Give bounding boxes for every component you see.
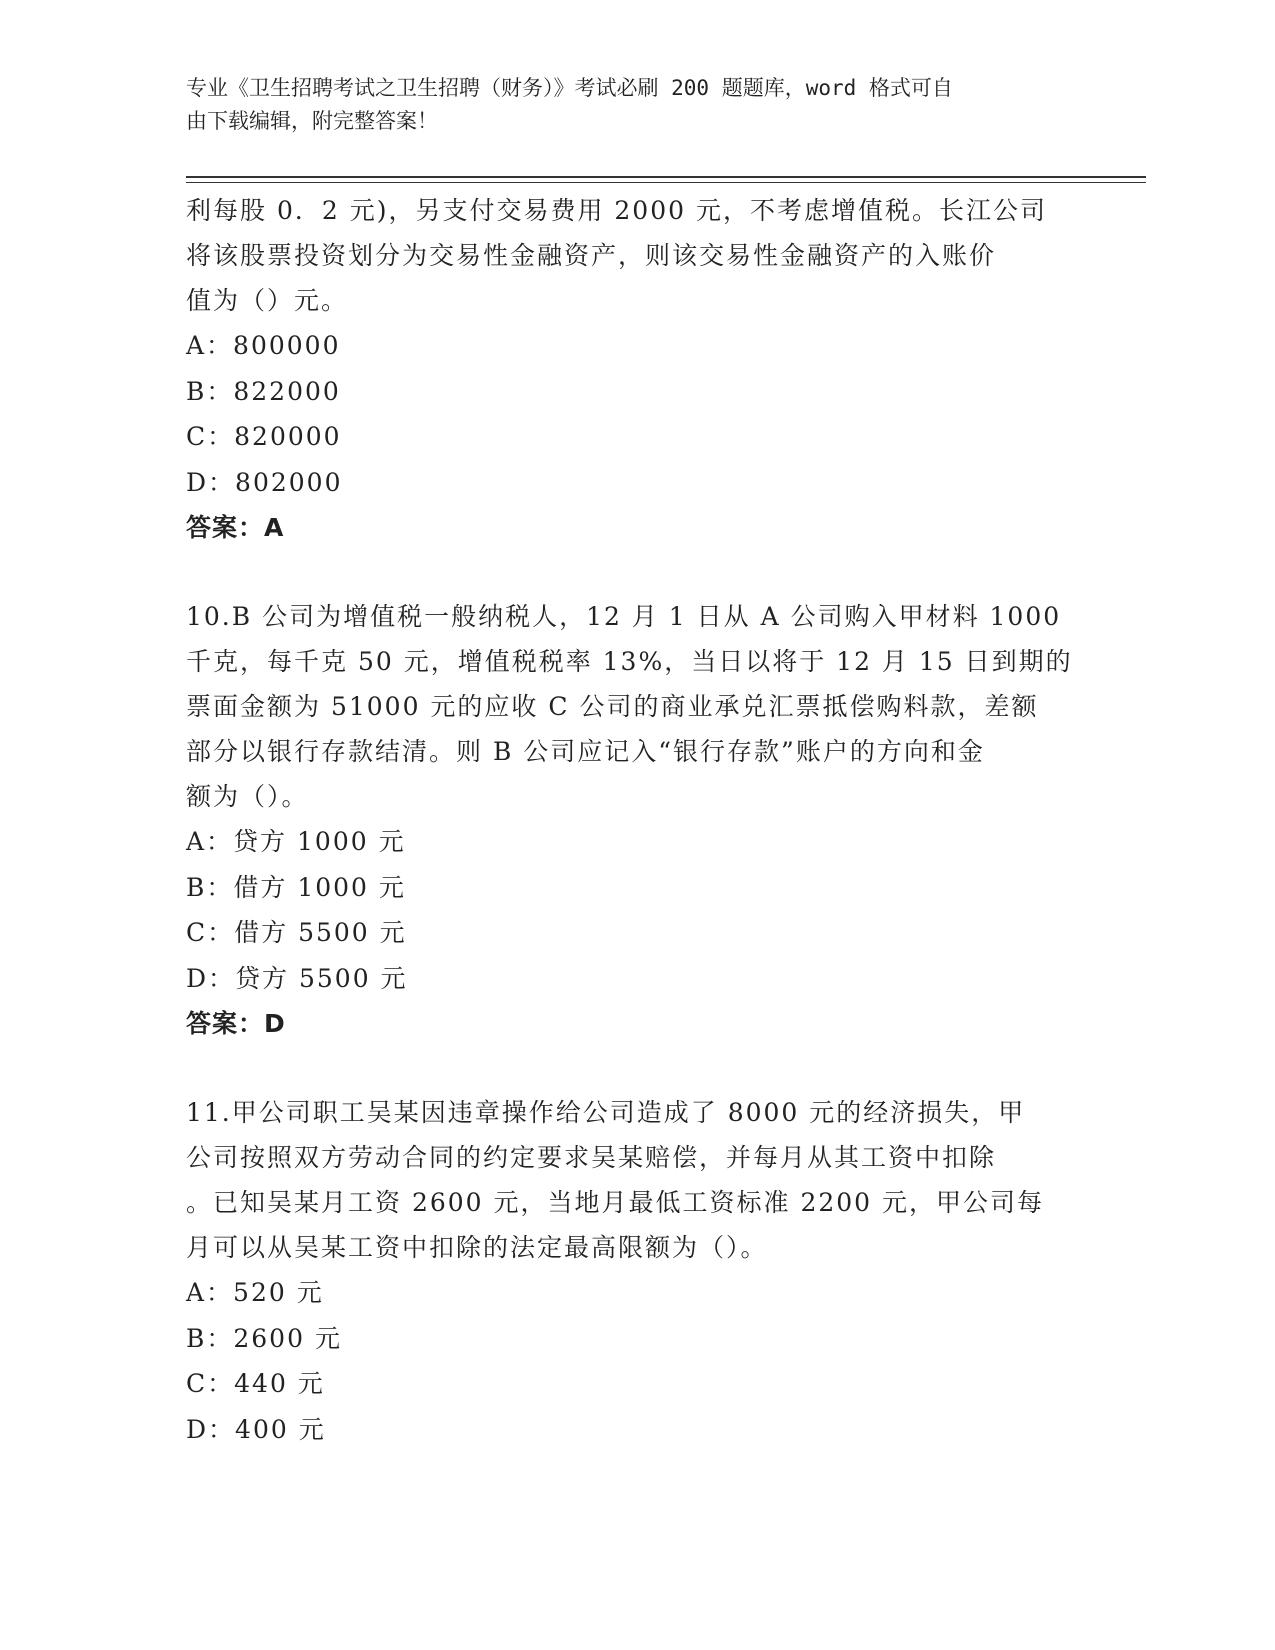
spacer (186, 1046, 1066, 1090)
header-divider-thick (186, 176, 1146, 178)
document-body (186, 188, 1073, 1452)
answer-line: 答案：A (186, 513, 285, 542)
spacer (186, 550, 1066, 594)
question-text-line: 月可以从吴某工资中扣除的法定最高限额为（）。 (186, 1233, 768, 1262)
header-line-2: 由下载编辑，附完整答案！ (186, 109, 438, 133)
option-d: D：802000 (186, 467, 343, 497)
question-text-line: 额为（）。 (186, 782, 309, 811)
option-b: B：借方 1000 元 (186, 872, 406, 902)
question-11 (186, 1090, 1066, 1452)
document-header (186, 72, 1066, 138)
question-text-line: 值为（）元。 (186, 286, 349, 315)
header-divider-thin (186, 182, 1146, 183)
header-line-1: 专业《卫生招聘考试之卫生招聘（财务）》考试必刷 200 题题库，word 格式可自 (186, 76, 953, 100)
question-9 (186, 188, 1066, 550)
option-c: C：820000 (186, 422, 342, 451)
question-text-line: 部分以银行存款结清。则 B 公司应记入“银行存款”账户的方向和金 (186, 737, 985, 766)
question-text-line: 千克，每千克 50 元，增值税税率 13%，当日以将于 12 月 15 日到期的 (186, 647, 1073, 676)
option-c: C：借方 5500 元 (186, 918, 407, 947)
question-10 (186, 594, 1073, 1046)
question-text-line: 将该股票投资划分为交易性金融资产，则该交易性金融资产的入账价 (186, 241, 997, 270)
option-a: A：800000 (186, 331, 341, 360)
option-a: A：520 元 (186, 1278, 324, 1307)
option-b: B：2600 元 (186, 1323, 342, 1353)
option-b: B：822000 (186, 376, 341, 406)
option-c: C：440 元 (186, 1369, 325, 1398)
question-text-line: 10.B 公司为增值税一般纳税人，12 月 1 日从 A 公司购入甲材料 1000 (186, 602, 1062, 631)
question-text-line: 。已知吴某月工资 2600 元，当地月最低工资标准 2200 元，甲公司每 (186, 1188, 1045, 1217)
question-text-line: 利每股 0．2 元)，另支付交易费用 2000 元，不考虑增值税。长江公司 (186, 196, 1047, 225)
option-a: A：贷方 1000 元 (186, 827, 406, 856)
question-text-line: 票面金额为 51000 元的应收 C 公司的商业承兑汇票抵偿购料款，差额 (186, 692, 1039, 721)
option-d: D：400 元 (186, 1414, 326, 1444)
question-text-line: 公司按照双方劳动合同的约定要求吴某赔偿，并每月从其工资中扣除 (186, 1143, 997, 1172)
option-d: D：贷方 5500 元 (186, 963, 408, 993)
answer-line: 答案：D (186, 1009, 286, 1038)
question-text-line: 11.甲公司职工吴某因违章操作给公司造成了 8000 元的经济损失，甲 (186, 1098, 1026, 1127)
